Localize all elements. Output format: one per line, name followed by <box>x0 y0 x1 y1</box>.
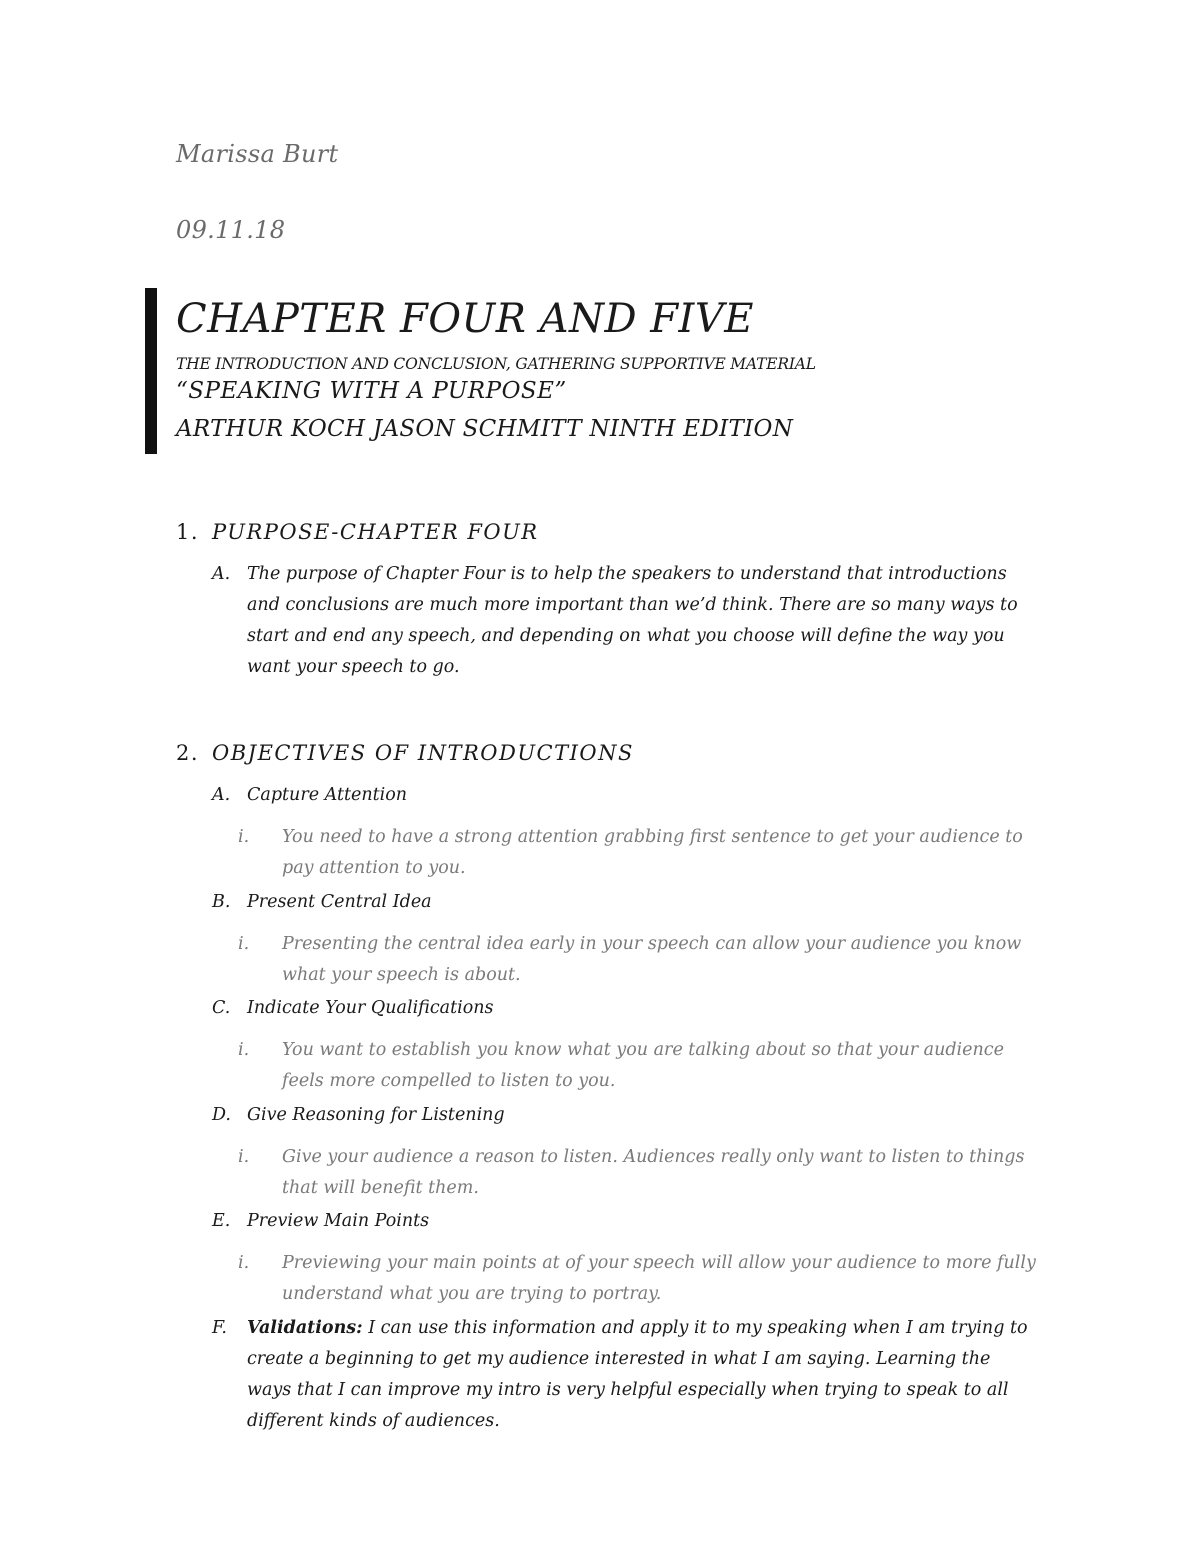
sub-list-marker: i. <box>238 1253 250 1273</box>
sub-list-item <box>238 1035 1038 1097</box>
page-title: CHAPTER FOUR AND FIVE <box>176 296 754 342</box>
list-item <box>212 993 1032 1024</box>
validations-label: Validations: <box>247 1318 363 1338</box>
list-item-validations <box>212 1313 1032 1437</box>
list-item <box>212 780 1032 811</box>
title-accent-bar <box>145 288 157 454</box>
sub-list-marker: i. <box>238 934 250 954</box>
title-block <box>176 294 1076 444</box>
section-heading-objectives <box>176 741 634 765</box>
sub-list-item-text: Give your audience a reason to listen. Audiences really only want to listen to things that will benefit them. <box>282 1147 1025 1198</box>
sub-list-item-text: Previewing your main points at of your speech will allow your audience to more fully understand what you are trying to portray. <box>282 1253 1036 1304</box>
list-item-text: Preview Main Points <box>247 1211 430 1231</box>
list-item <box>212 1206 1032 1237</box>
section-heading-text: PURPOSE-CHAPTER FOUR <box>212 520 539 544</box>
list-item <box>212 559 1032 683</box>
document-date: 09.11.18 <box>176 216 286 244</box>
sub-list-item-text: You want to establish you know what you are talking about so that your audience feels more compelled to listen to you. <box>282 1040 1004 1091</box>
sub-list-marker: i. <box>238 1040 250 1060</box>
section-number: 2. <box>176 741 200 765</box>
sub-list-item <box>238 1248 1038 1310</box>
list-item-text: Indicate Your Qualifications <box>247 998 494 1018</box>
list-marker: A. <box>212 564 231 584</box>
section-heading-text: OBJECTIVES OF INTRODUCTIONS <box>212 741 634 765</box>
page-subtitle: THE INTRODUCTION AND CONCLUSION, GATHERING SUPPORTIVE MATERIAL <box>176 355 816 373</box>
sub-list-item <box>238 822 1038 884</box>
book-title: “SPEAKING WITH A PURPOSE” <box>176 378 567 404</box>
sub-list-marker: i. <box>238 827 250 847</box>
list-item-text: Capture Attention <box>247 785 408 805</box>
list-marker: D. <box>212 1105 231 1125</box>
validations-text: I can use this information and apply it to my speaking when I am trying to create a beginning to get my audience interested in what I am saying. Learning the ways that I can improve my intro is very helpful especially when trying to speak to all different kinds of audiences. <box>247 1318 1028 1431</box>
list-marker: A. <box>212 785 231 805</box>
section-heading-purpose <box>176 520 539 544</box>
list-item-text: The purpose of Chapter Four is to help the speakers to understand that introductions and conclusions are much more important than we’d think. There are so many ways to start and end any speech, and depending on what you choose will define the way you want your speech to go. <box>247 564 1018 677</box>
list-item-text: Present Central Idea <box>247 892 432 912</box>
list-marker: F. <box>212 1318 227 1338</box>
sub-list-marker: i. <box>238 1147 250 1167</box>
list-item <box>212 887 1032 918</box>
list-marker: E. <box>212 1211 231 1231</box>
book-authors: ARTHUR KOCH JASON SCHMITT NINTH EDITION <box>176 416 794 442</box>
sub-list-item <box>238 929 1038 991</box>
section-number: 1. <box>176 520 200 544</box>
sub-list-item-text: Presenting the central idea early in your speech can allow your audience you know what your speech is about. <box>282 934 1022 985</box>
list-item-text <box>247 1313 1032 1437</box>
list-marker: C. <box>212 998 231 1018</box>
list-item-text: Give Reasoning for Listening <box>247 1105 505 1125</box>
author-name: Marissa Burt <box>176 140 339 168</box>
sub-list-item-text: You need to have a strong attention grabbing first sentence to get your audience to pay attention to you. <box>282 827 1023 878</box>
list-marker: B. <box>212 892 231 912</box>
list-item <box>212 1100 1032 1131</box>
sub-list-item <box>238 1142 1038 1204</box>
